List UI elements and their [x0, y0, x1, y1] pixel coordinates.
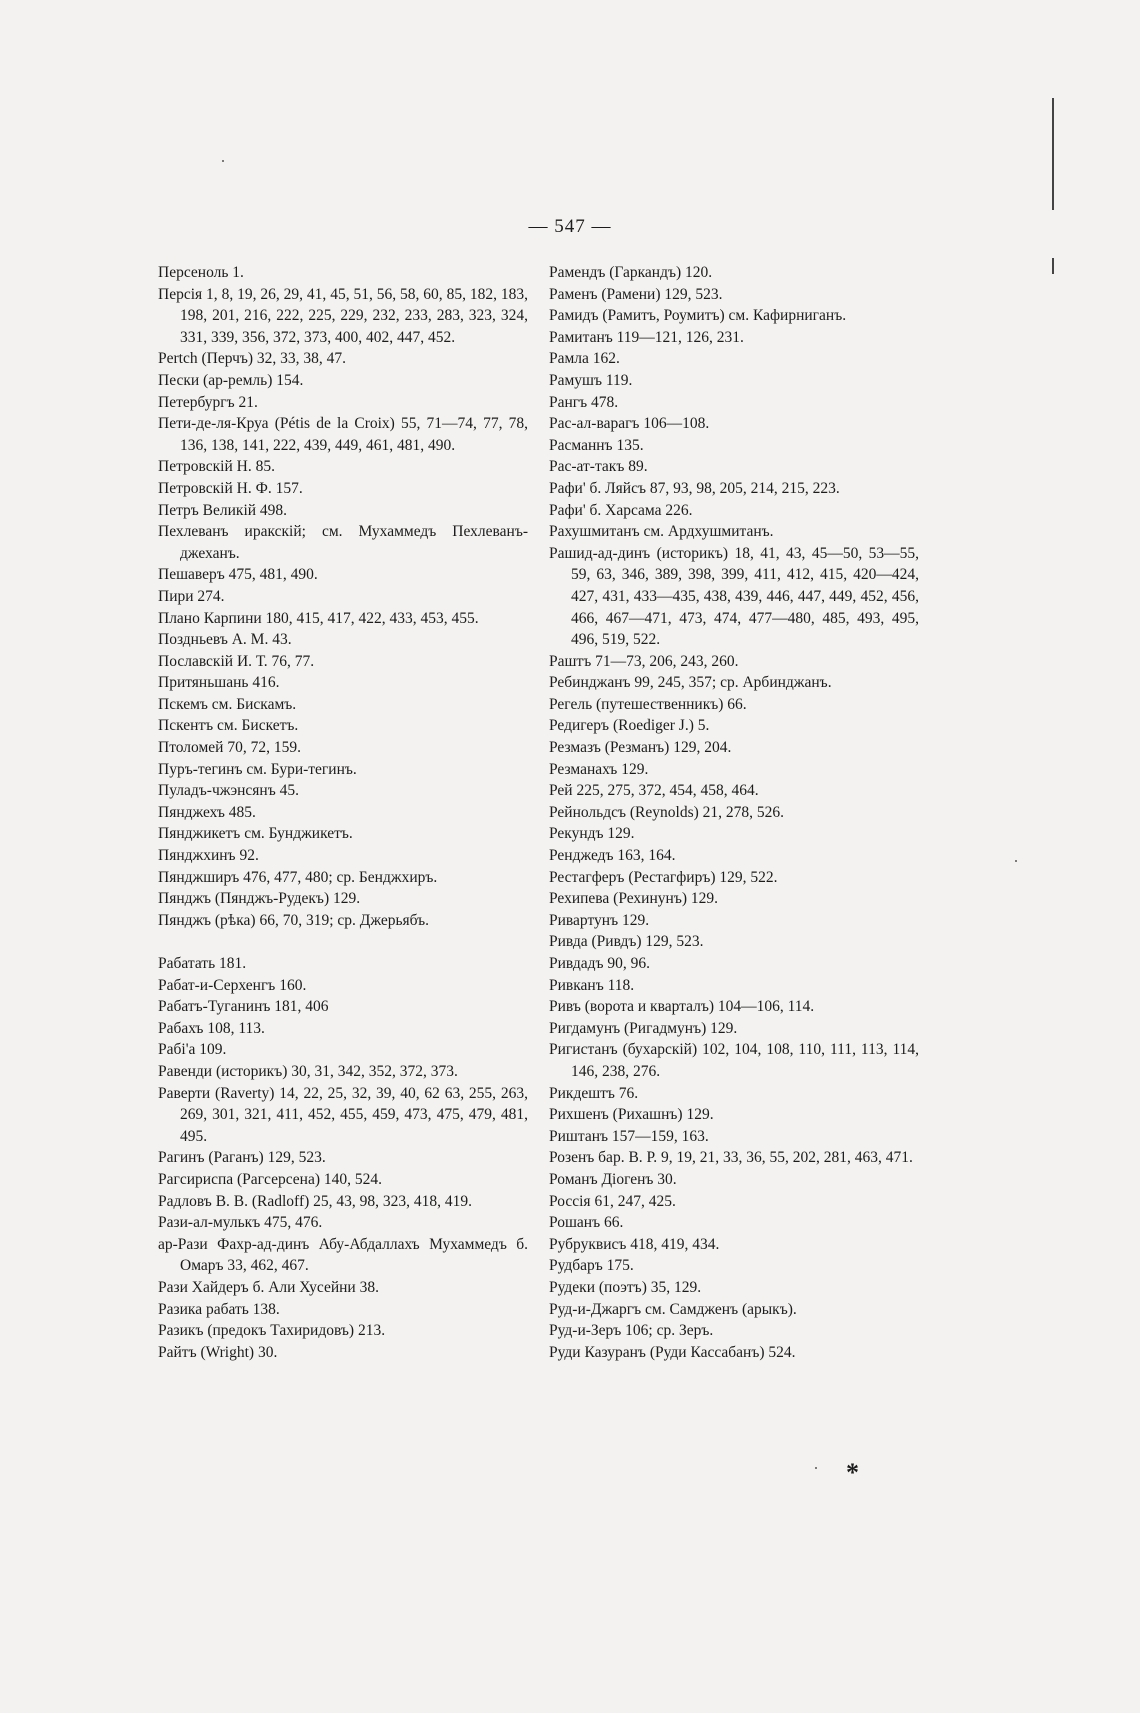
index-entry: Рей 225, 275, 372, 454, 458, 464.: [549, 782, 759, 800]
index-entry: Рамидъ (Рамитъ, Роумитъ) см. Кафирниганъ.: [549, 307, 847, 325]
index-entry: Рафи' б. Ляйсъ 87, 93, 98, 205, 214, 215, 223.: [549, 479, 840, 497]
scan-dot: [815, 1467, 817, 1469]
scan-dot: [222, 160, 224, 162]
index-entry: Пославскій И. Т. 76, 77.: [158, 652, 315, 670]
index-entry: Романъ Діогенъ 30.: [549, 1170, 677, 1188]
index-entry: Птоломей 70, 72, 159.: [158, 739, 301, 757]
index-entry: Рамушъ 119.: [549, 371, 633, 389]
index-entry: Pertch (Перчъ) 32, 33, 38, 47.: [158, 350, 347, 368]
index-entry: Резманахъ 129.: [549, 760, 649, 778]
index-entry: Персеноль 1.: [158, 264, 244, 281]
index-entry: Рази Хайдеръ б. Али Хусейни 38.: [158, 1278, 379, 1296]
index-entry: Притяньшань 416.: [158, 674, 280, 692]
index-entry: Рабахъ 108, 113.: [158, 1019, 265, 1037]
index-entry: Рудеки (поэтъ) 35, 129.: [549, 1278, 702, 1296]
index-entry: Раштъ 71—73, 206, 243, 260.: [549, 652, 739, 670]
index-entry: ар-Рази Фахр-ад-динъ Абу-Абдаллахъ Мухаммедъ б. Омаръ 33, 462, 467.: [158, 1235, 528, 1275]
index-entry: Пянджъ (Пянджъ-Рудекъ) 129.: [158, 890, 361, 908]
index-entry: Ригистанъ (бухарскій) 102, 104, 108, 110, 111, 113, 114, 146, 238, 276.: [549, 1041, 919, 1080]
scan-edge-line: [1052, 98, 1054, 210]
index-entry: Ривартунъ 129.: [549, 911, 650, 929]
index-entry: Рейнольдсъ (Reynolds) 21, 278, 526.: [549, 803, 785, 821]
index-entry: Рашид-ад-динъ (историкъ) 18, 41, 43, 45—50, 53—55, 59, 63, 346, 389, 398, 399, 411, 412, 415, 420—424, 427, 431, 433—435, 438, 439, 446, 447, 449, 452, 456, 466, 467—471, 473, 474, 477—480, 485, 493, 495, 496, 519, 522.: [549, 544, 919, 649]
index-entry: Рангъ 478.: [549, 393, 619, 411]
index-entry: Раменъ (Рамени) 129, 523.: [549, 285, 723, 303]
index-entry: Пети-де-ля-Круа (Pétis de la Croix) 55, 71—74, 77, 78, 136, 138, 141, 222, 439, 449, 461, 481, 490.: [158, 415, 528, 454]
index-entry: Пуладъ-чжэнсянъ 45.: [158, 782, 299, 800]
index-entry: Рамитанъ 119—121, 126, 231.: [549, 328, 744, 346]
index-entry: Пскемъ см. Бискамъ.: [158, 695, 297, 713]
index-entry: Рагсириспа (Рагсерсена) 140, 524.: [158, 1170, 383, 1188]
index-entry: Регель (путешественникъ) 66.: [549, 695, 747, 713]
index-entry: Рабатать 181.: [158, 955, 247, 972]
index-entry: Равенди (историкъ) 30, 31, 342, 352, 372, 373.: [158, 1062, 458, 1080]
index-entry: Ривдадъ 90, 96.: [549, 955, 651, 972]
index-entry: Пскентъ см. Бискетъ.: [158, 717, 299, 735]
index-entry: Ривъ (ворота и кварталъ) 104—106, 114.: [549, 998, 815, 1016]
index-entry: Петръ Великій 498.: [158, 501, 288, 519]
index-column-left: [158, 262, 528, 1363]
index-entry: Рудбаръ 175.: [549, 1257, 634, 1275]
index-entry: Поздньевъ А. М. 43.: [158, 631, 292, 649]
section-gap: [158, 931, 528, 953]
index-entry: Радловъ В. В. (Radloff) 25, 43, 98, 323, 418, 419.: [158, 1192, 473, 1210]
index-entry: Рази-ал-мулькъ 475, 476.: [158, 1214, 323, 1232]
scan-dot: [1015, 860, 1017, 862]
index-entry: Руди Казуранъ (Руди Кассабанъ) 524.: [549, 1343, 796, 1361]
index-entry: Персія 1, 8, 19, 26, 29, 41, 45, 51, 56, 58, 60, 85, 182, 183, 198, 201, 216, 222, 225, 229, 232, 233, 283, 323, 324, 331, 339, 356, 372, 373, 400, 402, 447, 452.: [158, 285, 528, 346]
index-entry: Розенъ бар. В. Р. 9, 19, 21, 33, 36, 55, 202, 281, 463, 471.: [549, 1149, 913, 1167]
index-entry: Рагинъ (Раганъ) 129, 523.: [158, 1149, 326, 1167]
index-entry: Рафи' б. Харсама 226.: [549, 501, 693, 519]
index-entry: Петербургъ 21.: [158, 393, 258, 411]
index-entry: Пири 274.: [158, 587, 225, 605]
index-entry: Ребинджанъ 99, 245, 357; ср. Арбинджанъ.: [549, 674, 832, 692]
index-entry: Руд-и-Джаргъ см. Самдженъ (арыкъ).: [549, 1300, 797, 1318]
index-entry: Плано Карпини 180, 415, 417, 422, 433, 453, 455.: [158, 609, 479, 627]
index-entry: Пянджширъ 476, 477, 480; ср. Бенджхиръ.: [158, 868, 438, 886]
index-entry: Рекундъ 129.: [549, 825, 635, 843]
page-number: — 547 —: [528, 216, 612, 237]
index-entry: Рабі'а 109.: [158, 1041, 227, 1059]
index-entry: Резмазъ (Резманъ) 129, 204.: [549, 739, 732, 757]
index-entry: Рамла 162.: [549, 350, 620, 368]
signature-mark: *: [846, 1458, 859, 1487]
index-entry: Россія 61, 247, 425.: [549, 1192, 676, 1210]
index-entry: Рехипева (Рехинунъ) 129.: [549, 890, 718, 908]
index-entry: Ривда (Ривдъ) 129, 523.: [549, 933, 704, 951]
index-entry: Пянджъ (рѣка) 66, 70, 319; ср. Джерьябъ.: [158, 911, 430, 929]
index-entry: Рабатъ-Туганинъ 181, 406: [158, 998, 329, 1016]
index-entry: Редигеръ (Roediger J.) 5.: [549, 717, 710, 735]
index-entry: Рабат-и-Серхенгъ 160.: [158, 976, 307, 994]
index-entry: Рестагферъ (Рестагфиръ) 129, 522.: [549, 868, 778, 886]
index-entry: Рас-ал-варагъ 106—108.: [549, 415, 710, 433]
index-entry: Ривканъ 118.: [549, 976, 635, 994]
index-entry: Петровскій Н. 85.: [158, 458, 275, 476]
index-entry: Риштанъ 157—159, 163.: [549, 1127, 709, 1145]
scan-edge-tick: [1052, 258, 1054, 274]
index-entry: Пянджхинъ 92.: [158, 847, 259, 865]
index-entry: Рамендъ (Гаркандъ) 120.: [549, 264, 713, 281]
index-entry: Пянджикетъ см. Бунджикетъ.: [158, 825, 353, 843]
index-entry: Рошанъ 66.: [549, 1214, 624, 1232]
index-column-right: [549, 262, 919, 1363]
index-entry: Рикдештъ 76.: [549, 1084, 639, 1102]
index-entry: Пехлеванъ иракскій; см. Мухаммедъ Пехлеванъ-джеханъ.: [158, 523, 528, 562]
index-entry: Райтъ (Wright) 30.: [158, 1343, 278, 1361]
index-entry: Рихшенъ (Рихашнъ) 129.: [549, 1106, 714, 1124]
index-entry: Пянджехъ 485.: [158, 803, 256, 821]
index-entry: Пески (ар-ремль) 154.: [158, 371, 304, 389]
index-entry: Ренджедъ 163, 164.: [549, 847, 676, 865]
index-entry: Рас-ат-такъ 89.: [549, 458, 648, 476]
index-entry: Руд-и-Зеръ 106; ср. Зеръ.: [549, 1322, 714, 1340]
index-entry: Рубруквисъ 418, 419, 434.: [549, 1235, 720, 1253]
index-entry: Пуръ-тегинъ см. Бури-тегинъ.: [158, 760, 357, 778]
index-entry: Пешаверъ 475, 481, 490.: [158, 566, 318, 584]
index-entry: Петровскій Н. Ф. 157.: [158, 479, 303, 497]
index-entry: Раверти (Raverty) 14, 22, 25, 32, 39, 40, 62 63, 255, 263, 269, 301, 321, 411, 452, 455, 459, 473, 475, 479, 481, 495.: [158, 1084, 528, 1145]
index-entry: Расманнъ 135.: [549, 436, 644, 454]
index-entry: Рахушмитанъ см. Ардхушмитанъ.: [549, 523, 774, 541]
index-entry: Разика рабать 138.: [158, 1300, 280, 1318]
index-entry: Разикъ (предокъ Тахиридовъ) 213.: [158, 1322, 386, 1340]
index-entry: Ригдамунъ (Ригадмунъ) 129.: [549, 1019, 738, 1037]
